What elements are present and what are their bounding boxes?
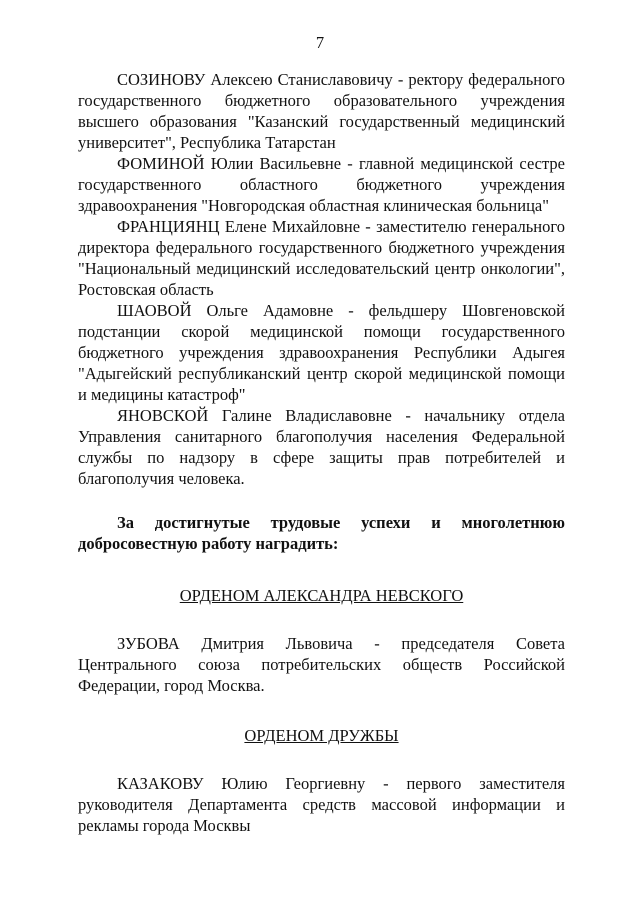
order-friendship-heading: ОРДЕНОМ ДРУЖБЫ xyxy=(244,726,399,745)
award-intro: За достигнутые трудовые успехи и многолетнюю добросовестную работу наградить: xyxy=(78,513,565,553)
entry-fomina: ФОМИНОЙ Юлии Васильевне - главной медицинской сестре государственного областного бюджетного учреждения здравоохранения "Новгородская областная клиническая больница" xyxy=(78,154,565,215)
entry-yanovskaya: ЯНОВСКОЙ Галине Владиславовне - начальнику отдела Управления санитарного благополучия населения Федеральной службы по надзору в сфере защиты прав потребителей и благополучия человека. xyxy=(78,406,565,488)
entry-kazakova: КАЗАКОВУ Юлию Георгиевну - первого заместителя руководителя Департамента средств массовой информации и рекламы города Москвы xyxy=(78,774,565,835)
document-body xyxy=(78,69,565,836)
entry-frantsiyants: ФРАНЦИЯНЦ Елене Михайловне - заместителю генерального директора федерального государственного бюджетного учреждения "Национальный медицинский исследовательский центр онкологии", Ростовская область xyxy=(78,217,565,299)
order-nevsky-heading: ОРДЕНОМ АЛЕКСАНДРА НЕВСКОГО xyxy=(179,586,464,605)
entry-zubov: ЗУБОВА Дмитрия Львовича - председателя Совета Центрального союза потребительских обществ Российской Федерации, город Москва. xyxy=(78,634,565,695)
page-number: 7 xyxy=(315,33,325,52)
entry-shaova: ШАОВОЙ Ольге Адамовне - фельдшеру Шовгеновской подстанции скорой медицинской помощи государственного бюджетного учреждения здравоохранения Республики Адыгея "Адыгейский республиканский центр скорой медицинской помощи и медицины катастроф" xyxy=(78,301,565,404)
entry-sozinov: СОЗИНОВУ Алексею Станиславовичу - ректору федерального государственного бюджетного образовательного учреждения высшего образования "Казанский государственный медицинский университет", Республика Татарстан xyxy=(78,70,565,152)
